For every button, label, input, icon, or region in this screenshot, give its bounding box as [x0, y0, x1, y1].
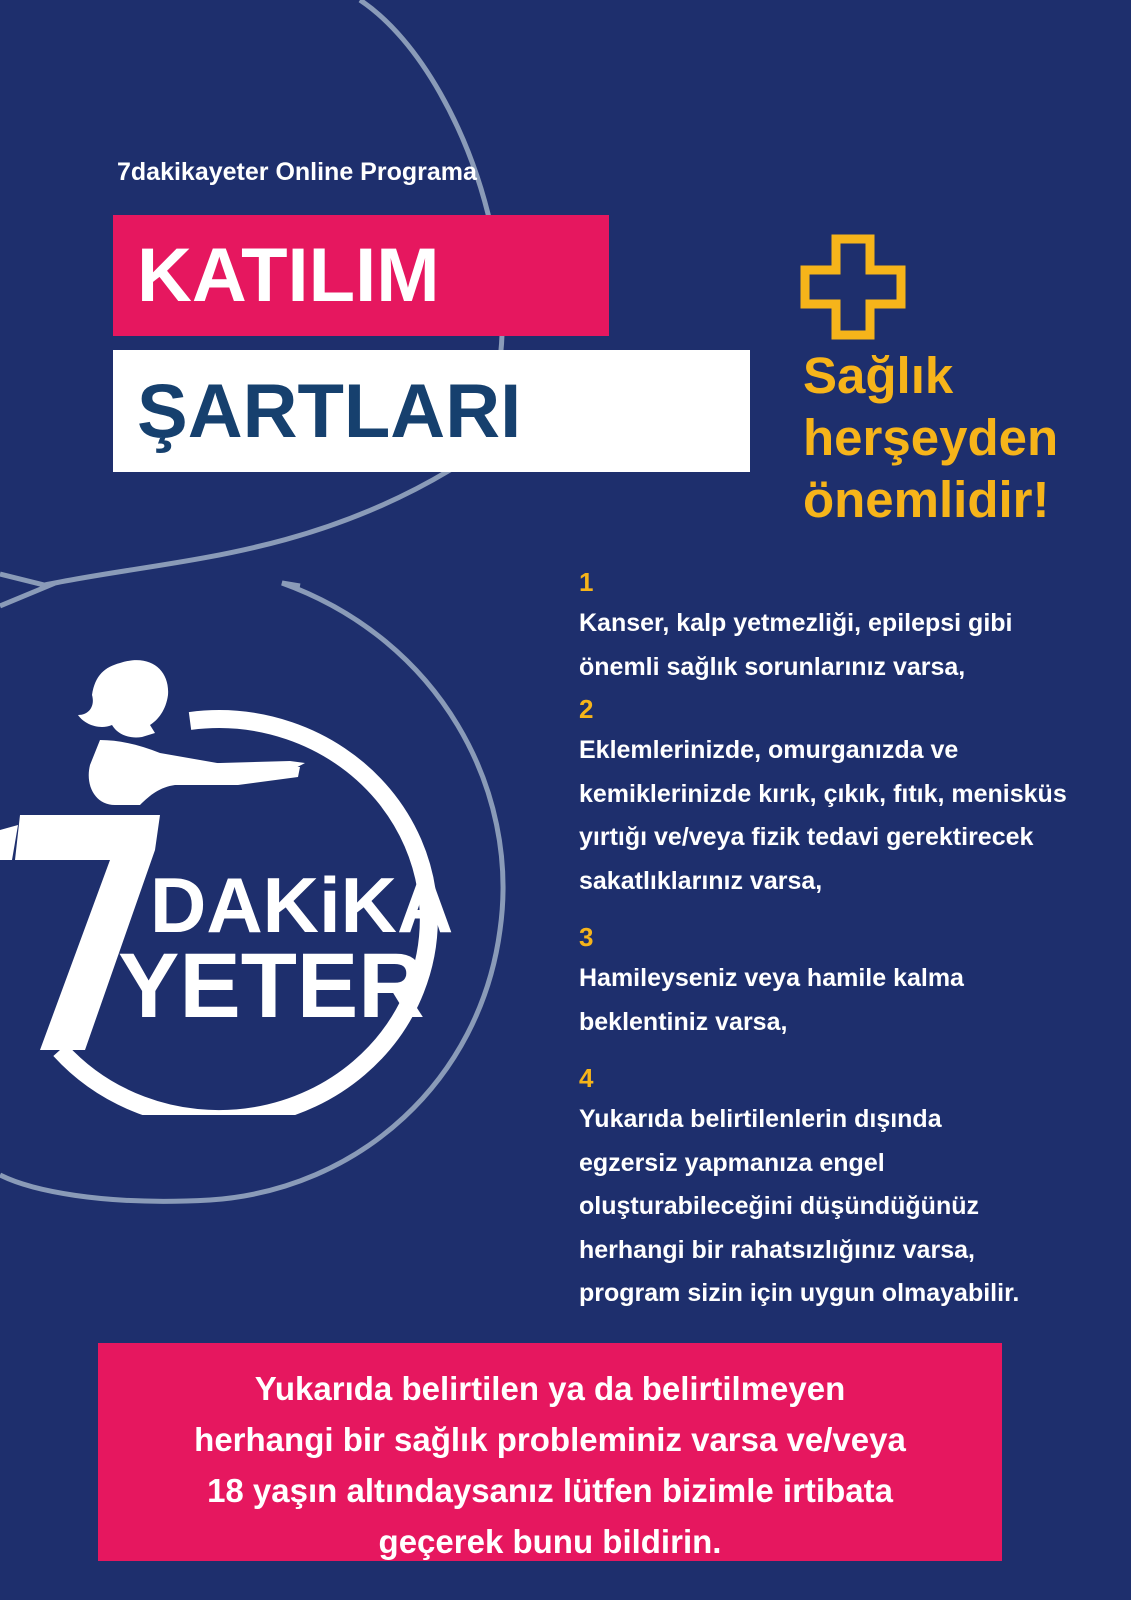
title-box-sartlari — [113, 350, 750, 472]
condition-line: kemiklerinizde kırık, çıkık, fıtık, menisküs — [579, 779, 1067, 808]
notice-line: geçerek bunu bildirin. — [378, 1523, 722, 1560]
condition-line: oluşturabileceğini düşündüğünüz — [579, 1192, 979, 1220]
condition-line: sakatlıklarınız varsa, — [579, 866, 823, 895]
condition-item — [579, 917, 1119, 1044]
condition-line: program sizin için uygun olmayabilir. — [579, 1279, 1020, 1307]
condition-number: 4 — [579, 1063, 594, 1093]
condition-line: beklentiniz varsa, — [579, 1007, 788, 1036]
contact-notice-box — [98, 1343, 1002, 1561]
plus-cross-icon — [800, 234, 906, 340]
condition-item — [579, 562, 1119, 689]
title-box-katilim — [113, 215, 609, 336]
condition-line: yırtığı ve/veya fizik tedavi gerektirecek — [579, 823, 1034, 851]
title-line1: KATILIM — [137, 233, 440, 318]
slogan-line: herşeyden — [803, 409, 1059, 466]
condition-line: Hamileyseniz veya hamile kalma — [579, 964, 964, 992]
notice-line: Yukarıda belirtilen ya da belirtilmeyen — [254, 1370, 846, 1407]
condition-number: 1 — [579, 567, 594, 597]
program-subtitle: 7dakikayeter Online Programa — [117, 158, 477, 186]
logo-line1: DAKiKA — [150, 861, 454, 949]
title-line2: ŞARTLARI — [137, 368, 522, 454]
condition-line: Eklemlerinizde, omurganızda ve — [579, 736, 959, 764]
health-slogan — [803, 345, 1058, 531]
condition-item — [579, 1058, 1119, 1316]
slogan-line: Sağlık — [803, 347, 954, 404]
condition-line: Yukarıda belirtilenlerin dışında — [579, 1105, 942, 1133]
notice-line: 18 yaşın altındaysanız lütfen bizimle irtibata — [207, 1472, 893, 1509]
condition-number: 3 — [579, 922, 594, 952]
condition-line: herhangi bir rahatsızlığınız varsa, — [579, 1235, 975, 1264]
notice-line: herhangi bir sağlık probleminiz varsa ve/veya — [194, 1421, 906, 1458]
condition-line: önemli sağlık sorunlarınız varsa, — [579, 652, 966, 681]
brand-logo — [0, 655, 470, 1115]
condition-item — [579, 689, 1119, 903]
conditions-list — [579, 562, 1119, 1316]
logo-line2: YETER — [118, 935, 425, 1037]
slogan-line: önemlidir! — [803, 471, 1050, 528]
condition-line: egzersiz yapmanıza engel — [579, 1148, 885, 1177]
condition-line: Kanser, kalp yetmezliği, epilepsi gibi — [579, 609, 1013, 637]
condition-number: 2 — [579, 694, 594, 724]
